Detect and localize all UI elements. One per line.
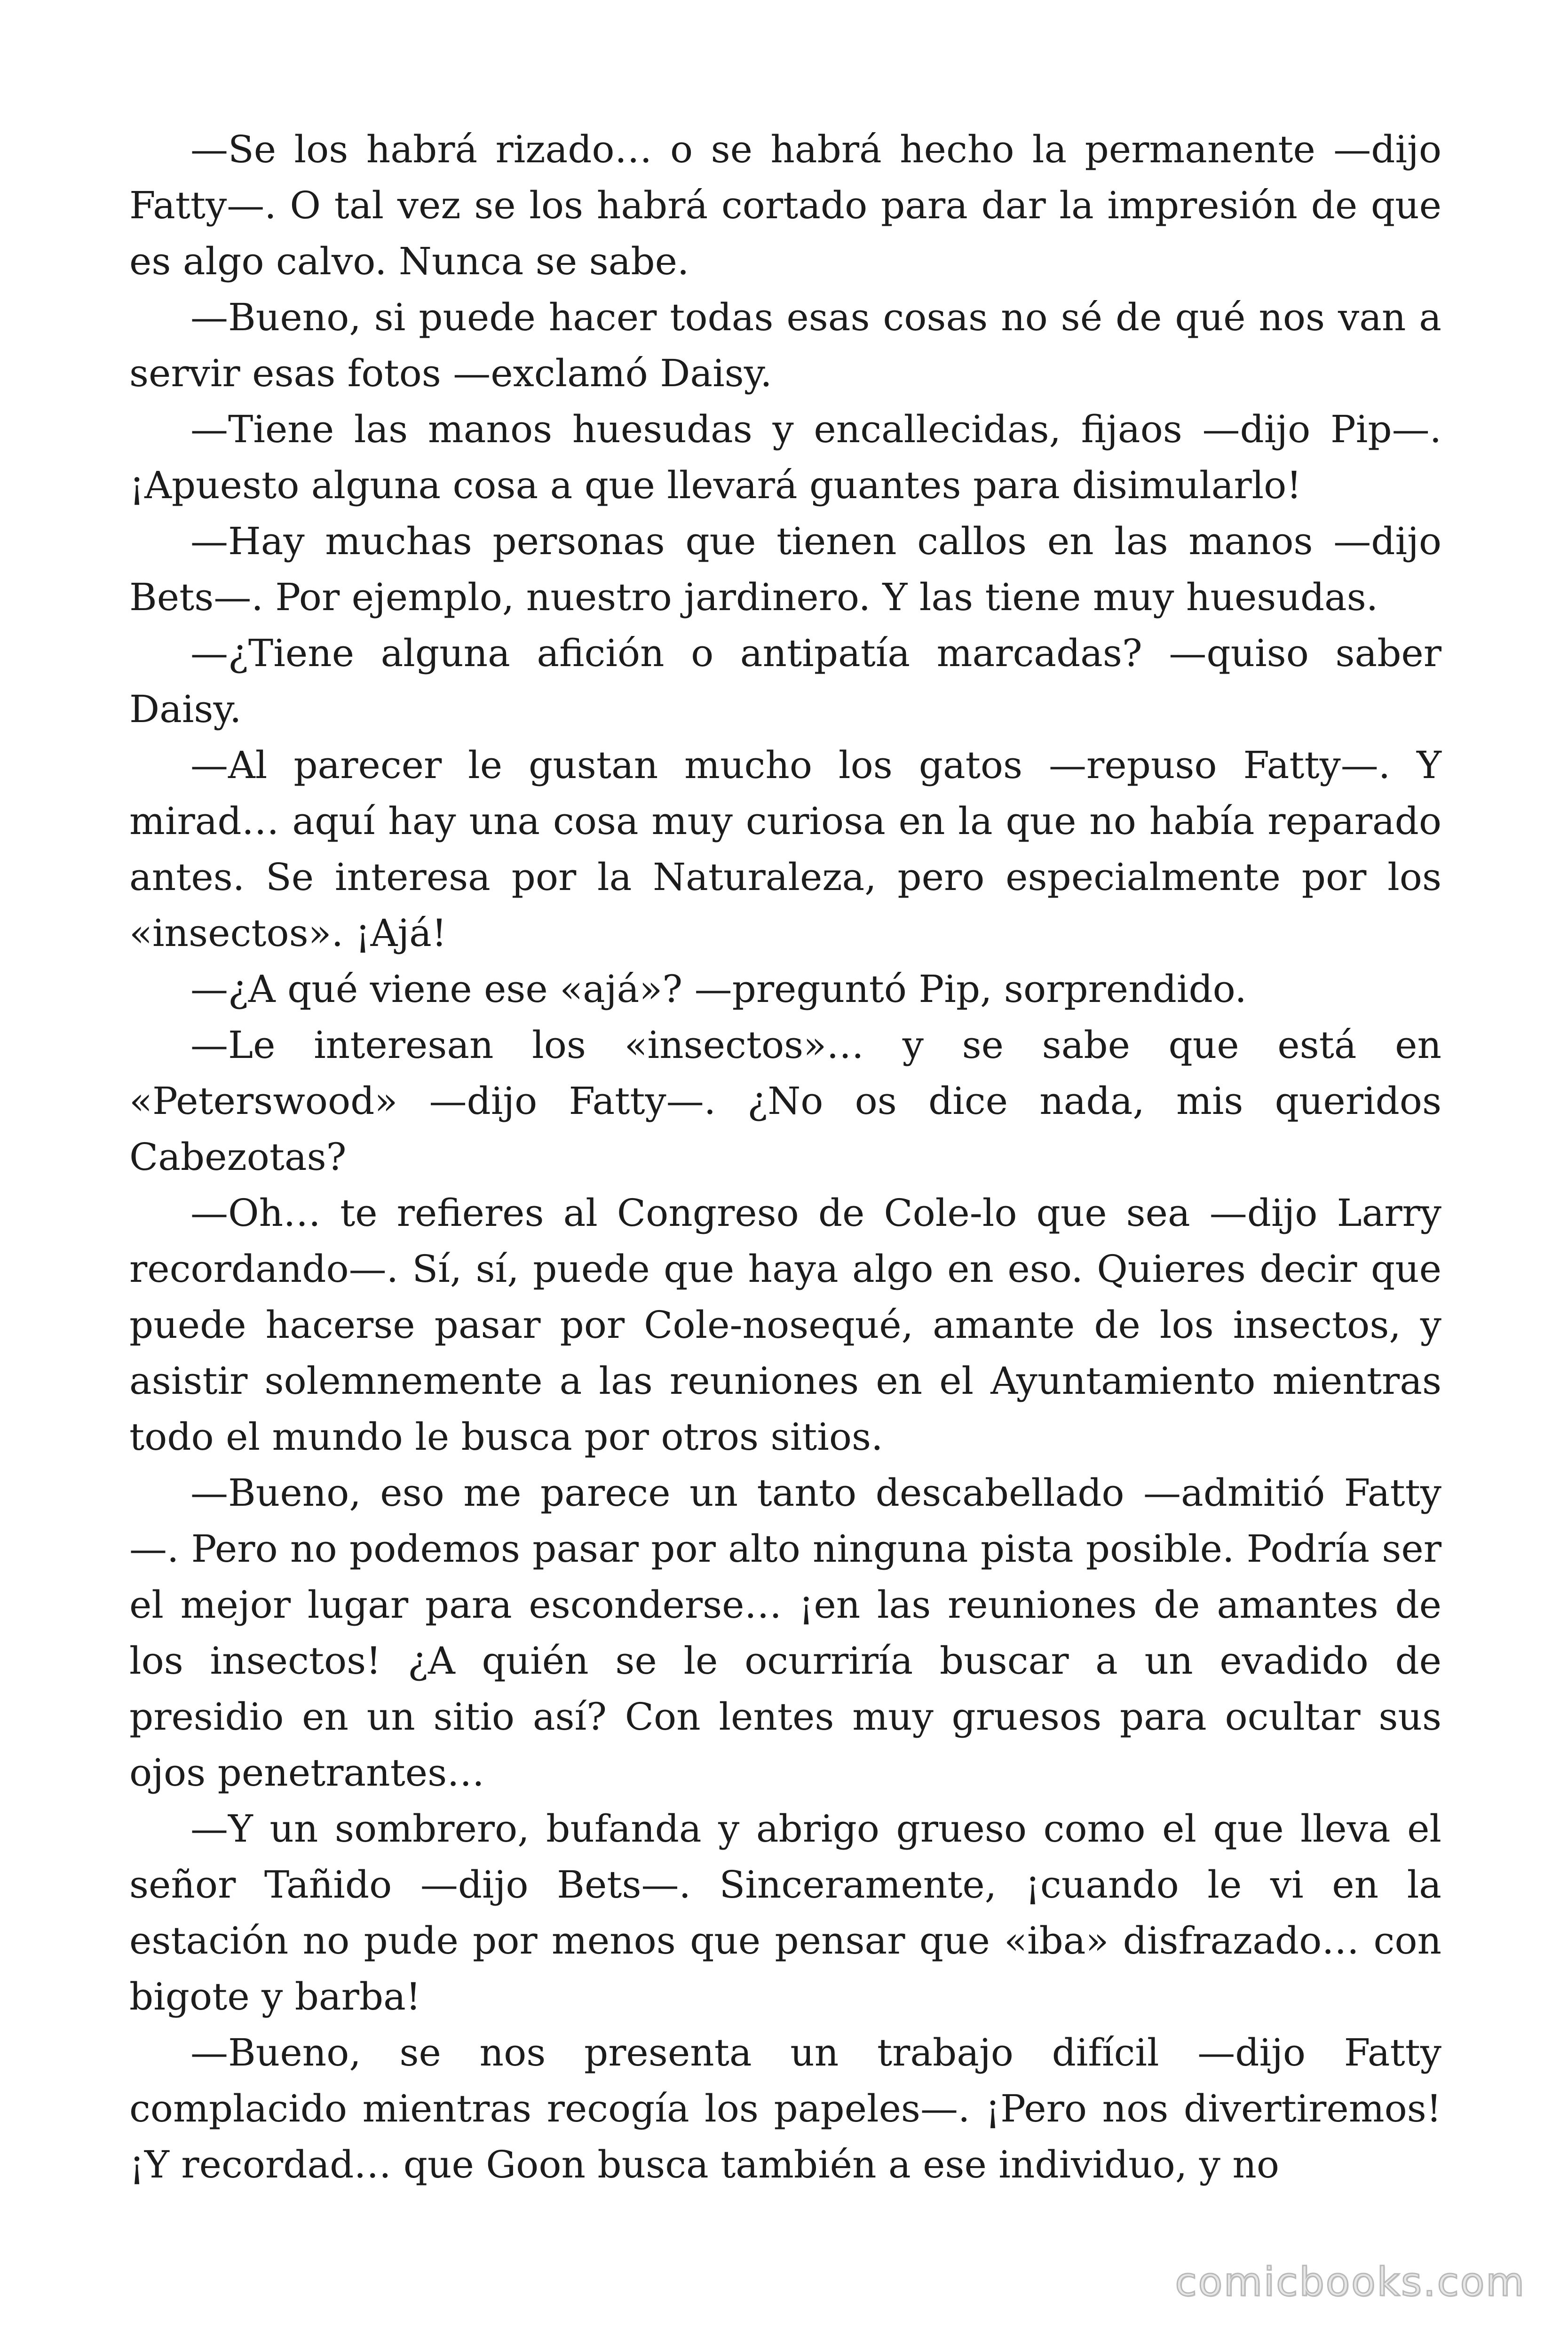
paragraph: —Bueno, se nos presenta un trabajo difícil —dijo Fatty complacido mientras recogía los papeles—. ¡Pero nos divertiremos! ¡Y recordad… que Goon busca también a ese individuo, y no	[129, 2031, 1441, 2186]
paragraph: —Le interesan los «insectos»… y se sabe que está en «Peterswood» —dijo Fatty—. ¿No os dice nada, mis queridos Cabezotas?	[129, 1023, 1441, 1179]
paragraph: —Y un sombrero, bufanda y abrigo grueso como el que lleva el señor Tañido —dijo Bets—. Sinceramente, ¡cuando le vi en la estación no pude por menos que pensar que «iba» disfrazado… con bigote y barba!	[129, 1807, 1441, 2018]
paragraph: —¿Tiene alguna afición o antipatía marcadas? —quiso saber Daisy.	[129, 631, 1441, 731]
paragraph: —Oh… te refieres al Congreso de Cole-lo que sea —dijo Larry recordando—. Sí, sí, puede que haya algo en eso. Quieres decir que puede hacerse pasar por Cole-nosequé, amante de los insectos, y asistir solemnemente a las reuniones en el Ayuntamiento mientras todo el mundo le busca por otros sitios.	[129, 1191, 1441, 1459]
site-watermark: comicbooks.com	[1175, 2259, 1526, 2305]
paragraph: —¿A qué viene ese «ajá»? —preguntó Pip, sorprendido.	[190, 967, 1247, 1011]
paragraph: —Hay muchas personas que tienen callos en las manos —dijo Bets—. Por ejemplo, nuestro jardinero. Y las tiene muy huesudas.	[129, 519, 1441, 619]
paragraph: —Bueno, eso me parece un tanto descabellado —admitió Fatty —. Pero no podemos pasar por alto ninguna pista posible. Podría ser el mejor lugar para esconderse… ¡en las reuniones de amantes de los insectos! ¿A quién se le ocurriría buscar a un evadido de presidio en un sitio así? Con lentes muy gruesos para ocultar sus ojos penetrantes…	[129, 1471, 1441, 1795]
paragraph: —Se los habrá rizado… o se habrá hecho la permanente —dijo Fatty—. O tal vez se los habrá cortado para dar la impresión de que es algo calvo. Nunca se sabe.	[129, 127, 1441, 283]
book-page-text	[129, 121, 1441, 2193]
paragraph: —Bueno, si puede hacer todas esas cosas no sé de qué nos van a servir esas fotos —exclamó Daisy.	[129, 295, 1441, 395]
paragraph: —Al parecer le gustan mucho los gatos —repuso Fatty—. Y mirad… aquí hay una cosa muy curiosa en la que no había reparado antes. Se interesa por la Naturaleza, pero especialmente por los «insectos». ¡Ajá!	[129, 743, 1441, 955]
paragraph: —Tiene las manos huesudas y encallecidas, fijaos —dijo Pip—. ¡Apuesto alguna cosa a que llevará guantes para disimularlo!	[129, 407, 1441, 507]
